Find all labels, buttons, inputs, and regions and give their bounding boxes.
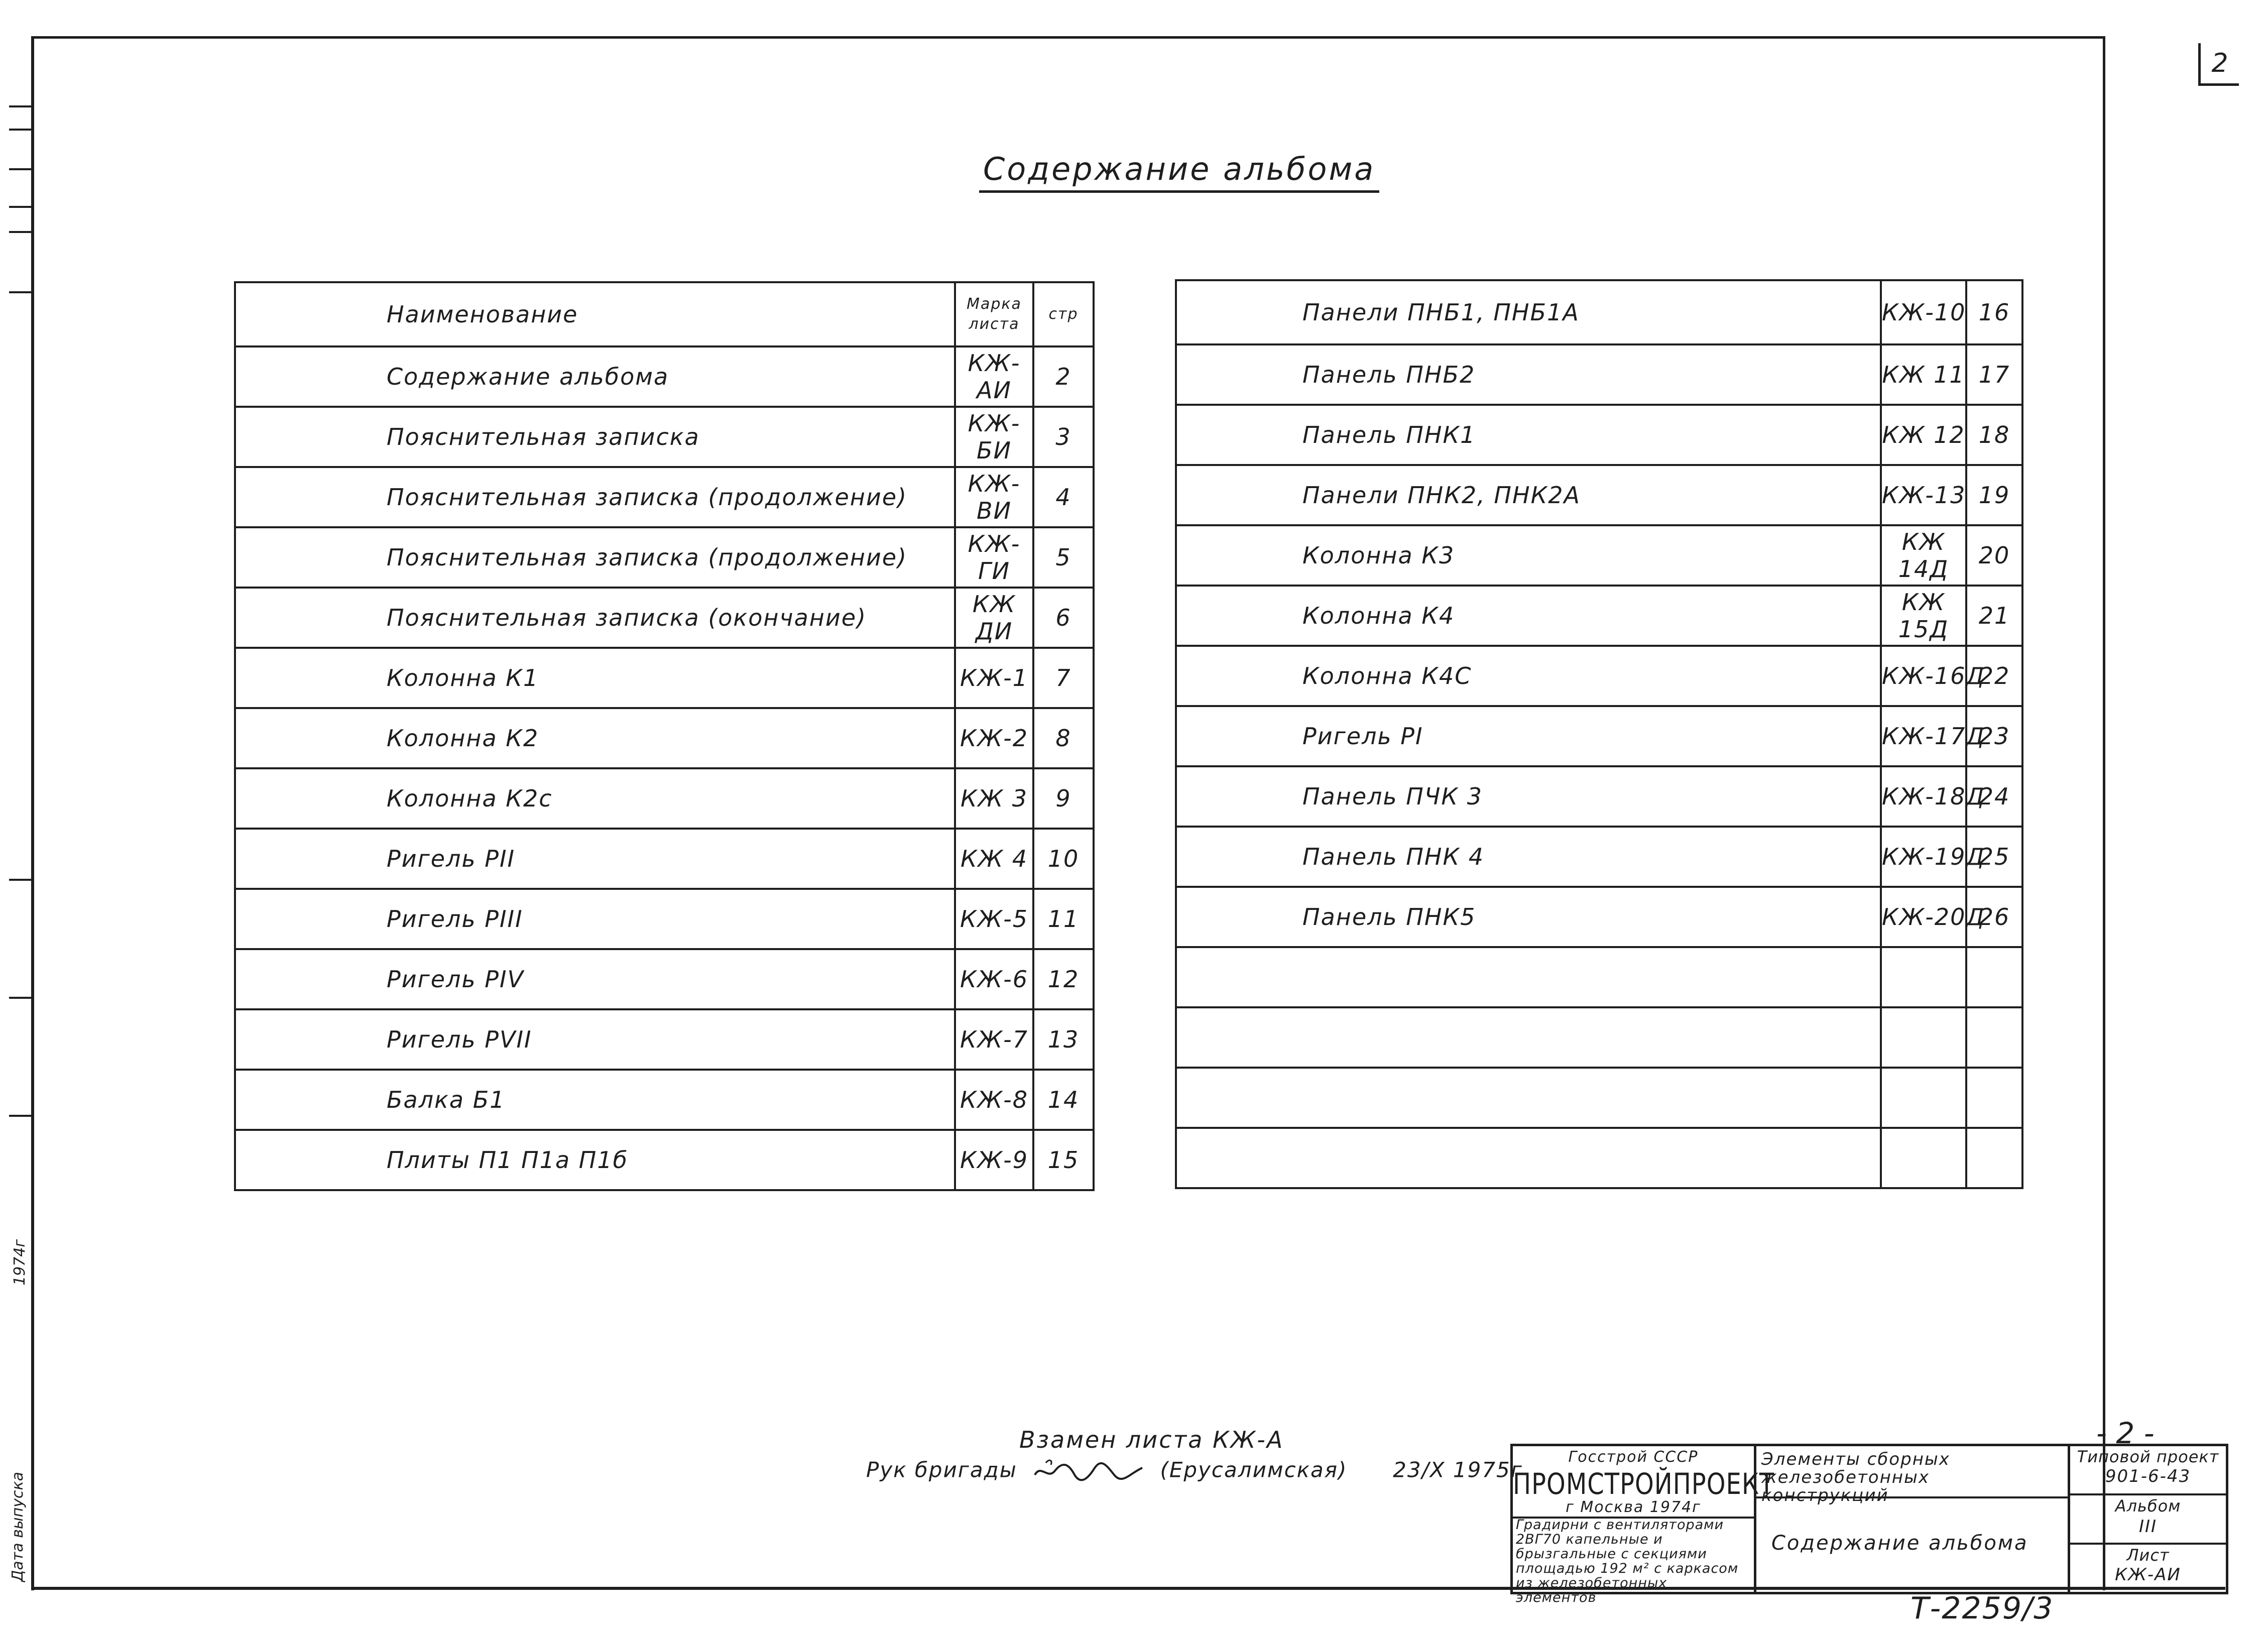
row-mark: КЖ-13 [1881,465,1966,525]
row-mark: КЖ-8 [955,1070,1033,1130]
table-row [235,889,1094,949]
margin-tick [9,168,31,170]
album-title: Содержание альбома [979,151,1379,193]
row-page: 4 [1033,467,1094,527]
org-city: г Москва 1974г [1566,1498,1701,1516]
contents-table-right [1175,279,2023,1189]
margin-tick [9,997,31,999]
typ-project-label: Типовой проект [2077,1447,2219,1466]
table-row [235,1070,1094,1130]
row-page: 7 [1033,648,1094,708]
row-name: Панель ПНК5 [1176,887,1881,947]
divider [2070,1493,2226,1495]
table-row [235,648,1094,708]
row-page: 5 [1033,527,1094,588]
row-name: Панель ПЧК 3 [1176,766,1881,827]
table-row [1176,947,2022,1007]
row-page: 24 [1966,766,2022,827]
table-row [235,1130,1094,1190]
signature-icon [1031,1454,1146,1489]
row-name: Балка Б1 [235,1070,955,1130]
header-name: Наименование [235,282,955,346]
row-mark: КЖ-БИ [955,407,1033,467]
row-mark: КЖ 3 [955,768,1033,829]
row-mark: КЖ-17Д [1881,706,1966,766]
title-block [1510,1444,2228,1605]
divider [1756,1496,2068,1498]
brigade-lead-label: Рук бригады [866,1457,1017,1482]
row-page: 26 [1966,887,2022,947]
row-name: Колонна К4 [1176,586,1881,646]
margin-tick [9,291,31,293]
table-row [1176,465,2022,525]
list-label: Лист [2126,1546,2170,1565]
row-name: Панель ПНБ2 [1176,344,1881,405]
sheet-number: - 2 - [2096,1416,2155,1450]
row-page: 10 [1033,829,1094,889]
table-row [1176,1007,2022,1068]
row-name: Колонна К4С [1176,646,1881,706]
row-mark: КЖ 15Д [1881,586,1966,646]
brigade-date: 23/X 1975г [1393,1457,1523,1482]
row-name: Панели ПНБ1, ПНБ1А [1176,280,1881,344]
row-name: Колонна К2с [235,768,955,829]
margin-tick [9,206,31,208]
row-name: Панель ПНК 4 [1176,827,1881,887]
row-page: 12 [1033,949,1094,1009]
row-name: Колонна К3 [1176,525,1881,586]
table-row [235,588,1094,648]
row-page [1966,1068,2022,1128]
replacement-note: Взамен листа КЖ-А [1019,1426,1284,1453]
margin-tick [9,231,31,233]
row-page: 14 [1033,1070,1094,1130]
table-row [1176,766,2022,827]
row-name: Пояснительная записка [235,407,955,467]
margin-tick [9,1115,31,1117]
row-name: Колонна К2 [235,708,955,768]
row-mark: КЖ-АИ [955,346,1033,407]
row-mark: КЖ-19Д [1881,827,1966,887]
row-mark: КЖ ДИ [955,588,1033,648]
row-mark: КЖ-20Д [1881,887,1966,947]
table-row [1176,1068,2022,1128]
table-row [235,829,1094,889]
row-mark: КЖ 11 [1881,344,1966,405]
row-name: Панель ПНК1 [1176,405,1881,465]
margin-tick [9,105,31,107]
table-row [235,346,1094,407]
row-page: 13 [1033,1009,1094,1070]
table-row [235,949,1094,1009]
table-row [235,708,1094,768]
row-name: Ригель РIV [235,949,955,1009]
row-name [1176,1007,1881,1068]
table-row [235,527,1094,588]
page-number-box: 2 [2198,43,2239,86]
table-row [1176,280,2022,344]
row-page: 3 [1033,407,1094,467]
album-label: Альбом [2115,1496,2181,1516]
margin-tick [9,129,31,131]
row-page: 6 [1033,588,1094,648]
divider [2070,1543,2226,1545]
title-block-titles [1756,1446,2070,1592]
table-row [1176,405,2022,465]
header-page: стр [1033,282,1094,346]
table-row [1176,1128,2022,1188]
row-name: Ригель РI [1176,706,1881,766]
row-mark: КЖ-9 [955,1130,1033,1190]
row-name: Пояснительная записка (окончание) [235,588,955,648]
series-title: Элементы сборных железобетонных конструкций [1761,1449,1950,1505]
row-page [1966,1007,2022,1068]
row-mark: КЖ-ГИ [955,527,1033,588]
row-name: Ригель РII [235,829,955,889]
org-top: Госстрой СССР [1568,1448,1699,1466]
table-row [1176,586,2022,646]
row-mark: КЖ 12 [1881,405,1966,465]
table-row [1176,646,2022,706]
row-mark: КЖ 14Д [1881,525,1966,586]
row-page [1966,1128,2022,1188]
row-mark [1881,1007,1966,1068]
row-name: Плиты П1 П1а П1б [235,1130,955,1190]
row-page: 16 [1966,280,2022,344]
margin-tick [9,879,31,881]
table-row [1176,827,2022,887]
table-row [1176,525,2022,586]
row-mark [1881,1128,1966,1188]
row-name: Содержание альбома [235,346,955,407]
row-name [1176,1128,1881,1188]
row-name: Ригель РIII [235,889,955,949]
table-row [235,407,1094,467]
table-row [1176,344,2022,405]
table-row [1176,706,2022,766]
row-page: 9 [1033,768,1094,829]
row-page: 11 [1033,889,1094,949]
row-page: 25 [1966,827,2022,887]
project-description: Градирни с вентиляторами 2ВГ70 капельные и брызгальные с секциями площадью 192 м² с каркасом из железобетонных элементов [1516,1517,1739,1605]
row-page: 21 [1966,586,2022,646]
row-mark: КЖ-6 [955,949,1033,1009]
row-page: 23 [1966,706,2022,766]
row-page: 17 [1966,344,2022,405]
row-name: Ригель РVII [235,1009,955,1070]
row-name: Пояснительная записка (продолжение) [235,467,955,527]
table-row [235,768,1094,829]
row-name [1176,947,1881,1007]
row-page: 19 [1966,465,2022,525]
row-name: Колонна К1 [235,648,955,708]
table-row [1176,887,2022,947]
row-page: 22 [1966,646,2022,706]
row-mark: КЖ-5 [955,889,1033,949]
row-page: 8 [1033,708,1094,768]
row-mark: КЖ-18Д [1881,766,1966,827]
row-mark [1881,1068,1966,1128]
row-mark: КЖ-2 [955,708,1033,768]
row-name: Пояснительная записка (продолжение) [235,527,955,588]
title-block-org [1513,1446,1775,1605]
row-mark [1881,947,1966,1007]
row-mark: КЖ-7 [955,1009,1033,1070]
list-value: КЖ-АИ [2115,1565,2181,1585]
org-name: ПРОМСТРОЙПРОЕКТ [1513,1467,1775,1501]
sheet-title: Содержание альбома [1771,1532,2028,1555]
row-name: Панели ПНК2, ПНК2А [1176,465,1881,525]
row-mark: КЖ-16Д [1881,646,1966,706]
brigade-lead-line [866,1454,1523,1489]
typ-project-value: 901-6-43 [2105,1466,2191,1486]
row-mark: КЖ-1 [955,648,1033,708]
side-year: 1974г [11,1239,29,1286]
side-label: Дата выпуска [9,1472,27,1582]
document-number: Т-2259/3 [1911,1591,2054,1626]
row-mark: КЖ 4 [955,829,1033,889]
row-page [1966,947,2022,1007]
row-page: 15 [1033,1130,1094,1190]
table-row [235,467,1094,527]
brigade-name: (Ерусалимская) [1160,1457,1348,1482]
row-name [1176,1068,1881,1128]
title-block-codes [2070,1446,2226,1592]
row-page: 2 [1033,346,1094,407]
row-page: 18 [1966,405,2022,465]
table-row [235,1009,1094,1070]
header-mark: Марка листа [955,282,1033,346]
row-mark: КЖ-10 [1881,280,1966,344]
row-page: 20 [1966,525,2022,586]
contents-table-left [234,281,1095,1191]
row-mark: КЖ-ВИ [955,467,1033,527]
album-value: III [2138,1517,2158,1537]
table-header-row [235,282,1094,346]
